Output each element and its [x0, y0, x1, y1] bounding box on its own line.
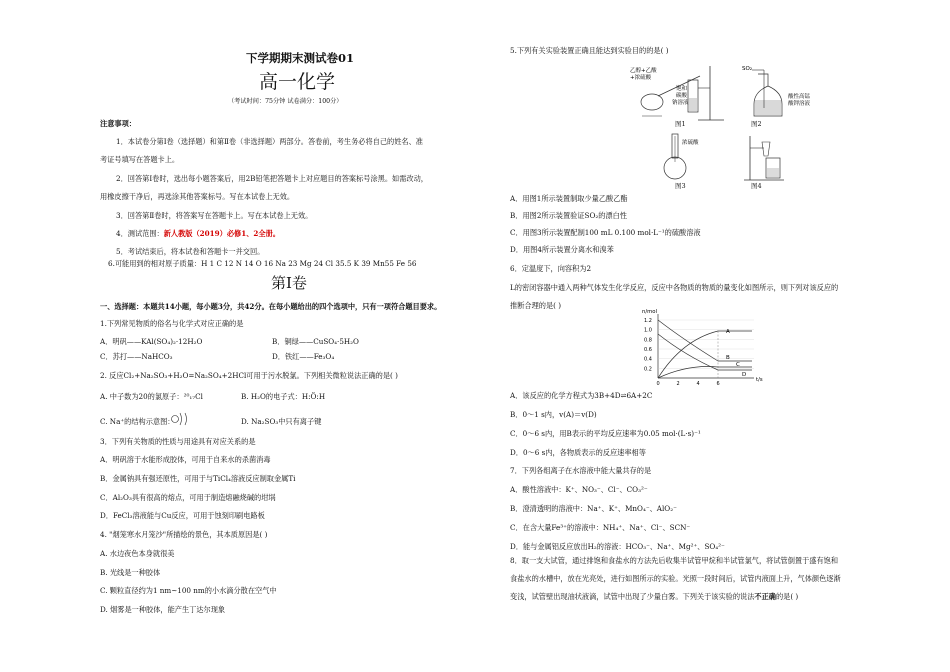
notice-5: 5．考试结束后，将本试卷和答题卡一并交回。: [116, 247, 265, 256]
q1-option-a: A．明矾——KAl(SO₄)₂·12H₂O: [100, 337, 203, 346]
q7-option-b: B．澄清透明的溶液中：Na⁺、K⁺、MnO₄⁻、AlO₂⁻: [510, 504, 677, 513]
q6-option-d: D．0～6 s内，各物质表示的反应速率相等: [510, 448, 646, 457]
fig3-label: 浓硫酸: [682, 140, 699, 146]
fig2-label-c: 酸钾溶液: [788, 101, 811, 107]
figure-3-label: 图3: [675, 182, 686, 190]
q1-option-d: D．铁红——Fe₃O₄: [272, 352, 335, 361]
q2-option-b: B. H₂O的电子式：H:Ö:H: [241, 392, 326, 401]
q6-option-c: C．0～6 s内，用B表示的平均反应速率为0.05 mol·(L·s)⁻¹: [510, 429, 701, 438]
q3-option-a: A．明矾溶于水能形成胶体，可用于自来水的杀菌消毒: [100, 455, 271, 464]
q8-line3-prefix: 变浅，试管壁出现油状液滴，试管中出现了少量白雾。下列关于该实验的说法: [510, 592, 755, 601]
question-6: 6．定温度下，向容积为2: [510, 264, 592, 273]
fig1-label-a: 乙醇+乙酸: [630, 68, 657, 74]
graph-x-tick-label: 4: [696, 381, 700, 387]
graph-x-tick-label: 6: [716, 381, 720, 387]
notice-1b: 考证号填写在答题卡上。: [100, 155, 180, 164]
q6-mole-time-graph: [632, 306, 778, 388]
q2-option-c: C. Na⁺的结构示意图：: [100, 417, 175, 426]
fig2-label-a: SO₂: [742, 66, 753, 72]
curve-label-d: D: [742, 372, 747, 378]
q7-option-d: D．能与金属铝反应放出H₂的溶液：HCO₃⁻、Na⁺、Mg²⁺、SO₄²⁻: [510, 542, 725, 551]
q4-option-c: C. 颗粒直径约为1 nm~100 nm的小水滴分散在空气中: [100, 586, 277, 595]
notice-4: [116, 229, 280, 238]
notice-3: 3．回答第Ⅱ卷时，将答案写在答题卡上。写在本试卷上无效。: [116, 211, 313, 220]
q4-option-b: B. 光线是一种胶体: [100, 568, 161, 577]
graph-y-tick-label: 0.6: [644, 347, 652, 353]
q2-option-a: A. 中子数为20的氯原子：²⁰₁₇Cl: [100, 392, 203, 401]
notice-2a: 2．回答第Ⅰ卷时，选出每小题答案后，用2B铅笔把答题卡上对应题目的答案标号涂黑。如需改动，: [116, 174, 428, 183]
curve-label-c: C: [736, 362, 740, 368]
section-instructions: 一、选择题：本题共14小题，每小题3分，共42分。在每小题给出的四个选项中，只有一项符合题目要求。: [100, 302, 442, 311]
figure-4-separation-apparatus: [740, 132, 790, 184]
exam-info: （考试时间：75分钟 试卷满分：100分）: [228, 98, 343, 105]
fig1-label-c: 饱和: [676, 86, 688, 92]
notice-heading: 注意事项：: [100, 119, 136, 128]
q8-line3-suffix: 的是( ): [775, 592, 799, 601]
graph-y-tick-label: 0.8: [644, 337, 652, 344]
question-3: 3．下列有关物质的性质与用途具有对应关系的是: [100, 437, 256, 446]
fig1-label-e: 钠溶液: [672, 100, 689, 106]
q1-option-c: C．苏打——NaHCO₃: [100, 352, 173, 361]
q8-emphasis: 不正确: [754, 592, 776, 601]
na-ion-structure-diagram: [170, 411, 194, 427]
q3-option-d: D．FeCl₃溶液能与Cu反应，可用于蚀刻印刷电路板: [100, 511, 265, 520]
exam-title: 下学期期末测试卷01: [246, 51, 355, 65]
q4-option-d: D. 烟雾是一种胶体，能产生丁达尔现象: [100, 605, 226, 614]
graph-y-tick-label: 1.0: [644, 327, 652, 334]
question-2: 2. 反应Cl₂+Na₂SO₃+H₂O=Na₂SO₄+2HCl可用于污水脱氯。下列相关微粒说法正确的是( ): [100, 371, 398, 380]
curve-label-b: B: [726, 355, 730, 361]
q7-option-a: A．酸性溶液中：K⁺、NO₃⁻、Cl⁻、CO₃²⁻: [510, 485, 648, 494]
q7-option-c: C．在含大量Fe³⁺的溶液中：NH₄⁺、Na⁺、Cl⁻、SCN⁻: [510, 523, 691, 532]
question-1: 1.下列常见物质的俗名与化学式对应正确的是: [100, 319, 244, 328]
column-divider: [492, 0, 493, 672]
curve-a: [658, 331, 752, 378]
figure-1-ester-apparatus: [628, 62, 728, 124]
question-4: 4. "烟笼寒水月笼沙"所描绘的景色，其本质原因是( ): [100, 530, 268, 539]
question-6-line-3: 推断合理的是( ): [510, 301, 562, 310]
notice-2b: 用橡皮擦干净后，再选涂其他答案标号。写在本试卷上无效。: [100, 192, 295, 201]
figure-2-so2-apparatus: [738, 64, 828, 122]
notice-1a: 1．本试卷分第Ⅰ卷（选择题）和第Ⅱ卷（非选择题）两部分。答卷前，考生务必将自己的姓名、准: [116, 137, 423, 146]
q5-option-c: C．用图3所示装置配制100 mL 0.100 mol·L⁻¹的硫酸溶液: [510, 228, 701, 237]
q5-option-a: A．用图1所示装置制取少量乙酸乙酯: [510, 194, 628, 203]
question-8-line-2: 食盐水的水槽中，放在光亮处，进行如图所示的实验。光照一段时间后，试管内液面上升，气体颜色逐渐: [510, 574, 841, 583]
graph-y-tick-label: 0.2: [644, 366, 652, 373]
fig2-label-b: 酸性高锰: [788, 94, 811, 100]
figure-1-label: 图1: [675, 120, 686, 128]
question-7: 7．下列各组离子在水溶液中能大量共存的是: [510, 466, 652, 475]
q6-option-a: A．该反应的化学方程式为3B+4D⇌6A+2C: [510, 391, 653, 400]
curve-label-a: A: [726, 329, 730, 335]
question-5: 5.下列有关实验装置正确且能达到实验目的的是( ): [510, 46, 669, 55]
q3-option-b: B．金属钠具有强还原性，可用于与TiCl₄溶液反应制取金属Ti: [100, 474, 296, 483]
graph-y-tick-label: 1.2: [644, 318, 652, 324]
q4-option-a: A. 水边夜色本身就很美: [100, 549, 175, 558]
q6-option-b: B．0～1 s内，v(A)＝v(D): [510, 410, 597, 419]
test-scope: 新人教版（2019）必修1、2全册。: [163, 229, 280, 238]
graph-x-label: t/s: [756, 377, 763, 383]
graph-x-ticks: [657, 381, 720, 387]
q5-option-b: B．用图2所示装置验证SO₂的漂白性: [510, 211, 627, 220]
curve-b: [658, 320, 752, 361]
graph-y-label: n/mol: [642, 309, 658, 315]
notice-6: 6.可能用到的相对原子质量：H 1 C 12 N 14 O 16 Na 23 Mg 24 Cl 35.5 K 39 Mn55 Fe 56: [108, 259, 417, 268]
q1-option-b: B．铜绿——CuSO₄·5H₂O: [272, 337, 359, 346]
graph-y-tick-label: 0.4: [644, 356, 652, 363]
graph-x-tick-label: 0: [656, 381, 660, 387]
q5-option-d: D．用图4所示装置分离水和溴苯: [510, 245, 614, 254]
q2-option-d: D. Na₂SO₃中只有离子键: [241, 417, 322, 426]
figure-2-label: 图2: [751, 120, 762, 128]
fig1-label-b: +浓硫酸: [630, 75, 652, 81]
question-8-line-1: 8．取一支大试管，通过排饱和食盐水的方法先后收集半试管甲烷和半试管氯气，将试管倒置于盛有饱和: [510, 556, 839, 565]
section-title: 第Ⅰ卷: [271, 274, 307, 292]
graph-x-tick-label: 2: [676, 381, 680, 387]
question-6-line-2: L的密闭容器中通入两种气体发生化学反应，反应中各物质的物质的量变化如图所示，则下列对该反应的: [510, 283, 839, 292]
fig1-label-d: 碳酸: [676, 93, 688, 99]
question-8-line-3: [510, 592, 798, 601]
q3-option-c: C．Al₂O₃具有很高的熔点，可用于制造熔融烧碱的坩埚: [100, 493, 276, 502]
notice-4-prefix: 4．测试范围：: [116, 229, 164, 238]
figure-4-label: 图4: [751, 182, 762, 190]
figure-3-volumetric-flask: [648, 132, 708, 182]
subject-title: 高一化学: [259, 71, 336, 93]
